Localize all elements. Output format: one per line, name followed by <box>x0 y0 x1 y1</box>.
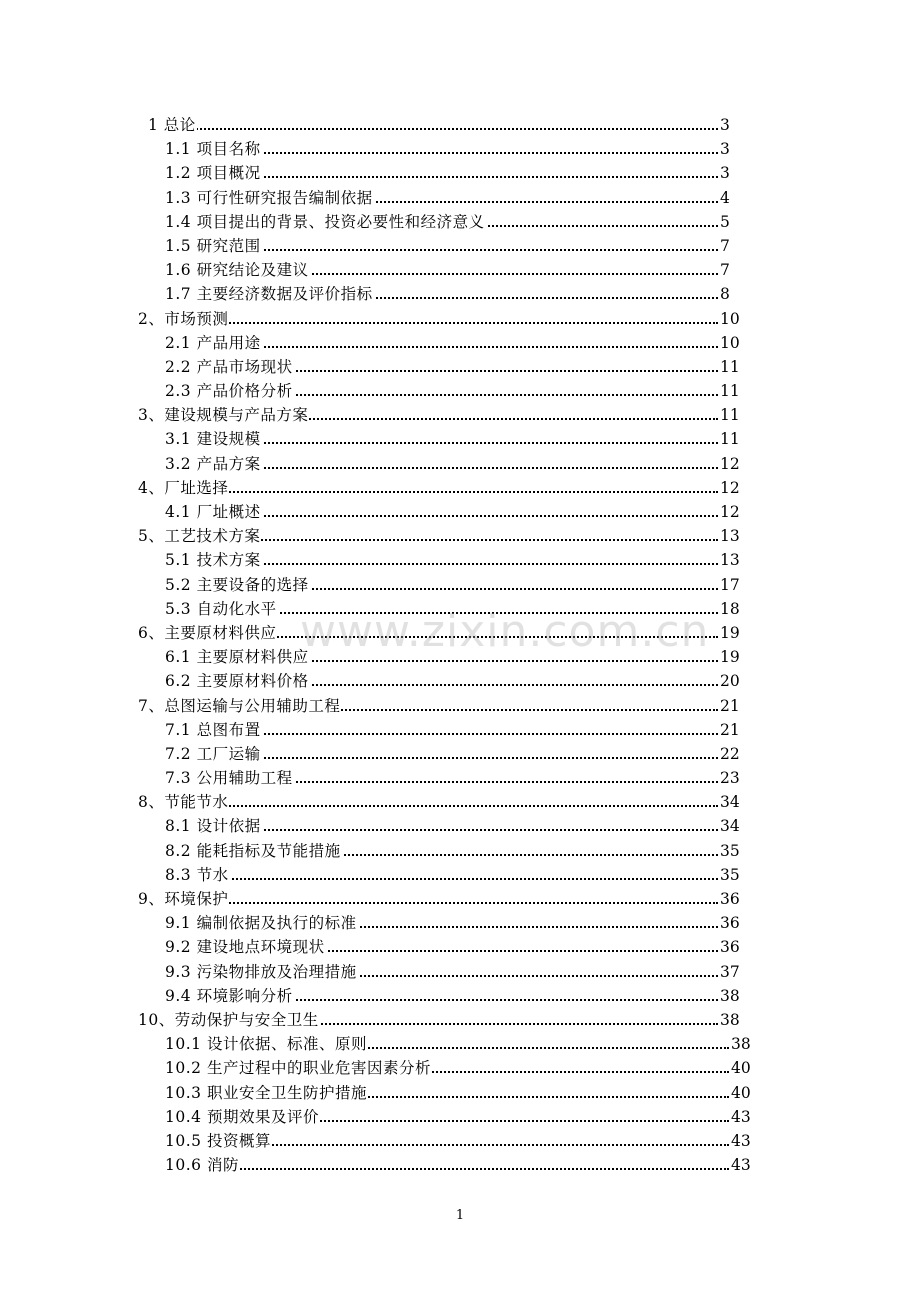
toc-entry-page: 35 <box>719 863 740 887</box>
toc-entry[interactable] <box>0 282 920 306</box>
toc-entry-title: 8.1 设计依据 <box>165 814 262 838</box>
toc-entry-title: 9.3 污染物排放及治理措施 <box>165 960 358 984</box>
toc-entry-page: 3 <box>719 137 730 161</box>
toc-entry-page: 20 <box>719 669 740 693</box>
toc-entry[interactable] <box>0 573 920 597</box>
toc-entry-page: 3 <box>719 113 730 137</box>
toc-entry-page: 12 <box>719 500 740 524</box>
toc-entry-page: 36 <box>719 935 740 959</box>
toc-entry-title: 1.3 可行性研究报告编制依据 <box>165 186 374 210</box>
toc-entry-title: 1 总论 <box>148 113 197 137</box>
toc-entry[interactable] <box>0 814 920 838</box>
toc-entry[interactable] <box>0 645 920 669</box>
toc-entry[interactable] <box>0 355 920 379</box>
toc-entry-title: 10.3 职业安全卫生防护措施 <box>165 1081 368 1105</box>
toc-entry-title: 6.1 主要原材料供应 <box>165 645 310 669</box>
toc-entry[interactable] <box>0 935 920 959</box>
toc-entry-title: 6.2 主要原材料价格 <box>165 669 310 693</box>
toc-entry-title: 8.3 节水 <box>165 863 230 887</box>
toc-entry[interactable] <box>0 210 920 234</box>
toc-entry-page: 34 <box>719 790 740 814</box>
toc-entry-title: 10、劳动保护与安全卫生 <box>138 1008 320 1032</box>
toc-entry[interactable] <box>0 790 920 814</box>
page-number: 1 <box>455 1208 465 1223</box>
toc-entry-page: 22 <box>719 742 740 766</box>
toc-entry-title: 7.1 总图布置 <box>165 718 262 742</box>
toc-entry[interactable] <box>0 1153 920 1177</box>
toc-entry-page: 8 <box>719 282 730 306</box>
toc-entry-page: 19 <box>719 645 740 669</box>
toc-entry-title: 9.2 建设地点环境现状 <box>165 935 326 959</box>
toc-entry-page: 38 <box>730 1032 751 1056</box>
toc-entry-title: 2.3 产品价格分析 <box>165 379 294 403</box>
toc-entry-title: 7.3 公用辅助工程 <box>165 766 294 790</box>
toc-entry-title: 1.2 项目概况 <box>165 161 262 185</box>
toc-entry-page: 5 <box>719 210 730 234</box>
toc-entry[interactable] <box>0 137 920 161</box>
toc-entry-page: 7 <box>719 258 730 282</box>
toc-entry[interactable] <box>0 1032 920 1056</box>
toc-entry-title: 5.1 技术方案 <box>165 548 262 572</box>
toc-entry-page: 3 <box>719 161 730 185</box>
toc-entry-page: 21 <box>719 694 740 718</box>
toc-entry[interactable] <box>0 621 920 645</box>
toc-entry-title: 7、总图运输与公用辅助工程 <box>138 694 341 718</box>
toc-entry-page: 10 <box>719 331 740 355</box>
toc-entry[interactable] <box>0 452 920 476</box>
toc-entry-title: 1.4 项目提出的背景、投资必要性和经济意义 <box>165 210 486 234</box>
toc-leader-dots <box>148 128 718 130</box>
toc-entry-page: 35 <box>719 839 740 863</box>
toc-entry[interactable] <box>0 742 920 766</box>
toc-entry[interactable] <box>0 427 920 451</box>
toc-entry[interactable] <box>0 984 920 1008</box>
toc-entry-page: 13 <box>719 548 740 572</box>
toc-entry-title: 10.6 消防 <box>165 1153 240 1177</box>
toc-entry-page: 40 <box>730 1056 751 1080</box>
toc-entry[interactable] <box>0 669 920 693</box>
toc-entry[interactable] <box>0 1056 920 1080</box>
toc-entry-title: 8.2 能耗指标及节能措施 <box>165 839 342 863</box>
toc-entry-page: 13 <box>719 524 740 548</box>
toc-entry-title: 10.2 生产过程中的职业危害因素分析 <box>165 1056 432 1080</box>
toc-entry[interactable] <box>0 597 920 621</box>
toc-entry-title: 4、厂址选择 <box>138 476 229 500</box>
toc-entry-title: 1.7 主要经济数据及评价指标 <box>165 282 374 306</box>
toc-entry[interactable] <box>0 718 920 742</box>
toc-entry[interactable] <box>0 379 920 403</box>
toc-entry-title: 9、环境保护 <box>138 887 229 911</box>
toc-entry-page: 38 <box>719 984 740 1008</box>
toc-leader-dots <box>165 1168 729 1170</box>
toc-entry-page: 11 <box>719 355 740 379</box>
toc-entry-page: 37 <box>719 960 740 984</box>
toc-entry-title: 1.1 项目名称 <box>165 137 262 161</box>
toc-entry-page: 11 <box>719 403 740 427</box>
toc-entry-page: 17 <box>719 573 740 597</box>
toc-entry[interactable] <box>0 307 920 331</box>
toc-entry[interactable] <box>0 960 920 984</box>
toc-entry[interactable] <box>0 1008 920 1032</box>
toc-entry[interactable] <box>0 161 920 185</box>
toc-entry-title: 5.2 主要设备的选择 <box>165 573 310 597</box>
toc-entry-page: 19 <box>719 621 740 645</box>
toc-entry-title: 2.1 产品用途 <box>165 331 262 355</box>
toc-entry-page: 4 <box>719 186 730 210</box>
toc-entry-title: 3.1 建设规模 <box>165 427 262 451</box>
toc-entry-page: 43 <box>730 1105 751 1129</box>
toc-entry-page: 21 <box>719 718 740 742</box>
toc-entry-title: 10.1 设计依据、标准、原则 <box>165 1032 368 1056</box>
toc-entry-page: 18 <box>719 597 740 621</box>
toc-entry[interactable] <box>0 403 920 427</box>
table-of-contents <box>0 113 920 1177</box>
toc-entry-title: 10.5 投资概算 <box>165 1129 272 1153</box>
toc-entry-title: 4.1 厂址概述 <box>165 500 262 524</box>
toc-entry-title: 3、建设规模与产品方案 <box>138 403 309 427</box>
toc-entry-page: 23 <box>719 766 740 790</box>
toc-entry-title: 5、工艺技术方案 <box>138 524 261 548</box>
toc-entry-title: 5.3 自动化水平 <box>165 597 278 621</box>
toc-entry[interactable] <box>0 694 920 718</box>
toc-entry-title: 9.1 编制依据及执行的标准 <box>165 911 358 935</box>
watermark: www.zixin.com.cn <box>300 606 710 657</box>
toc-entry-page: 7 <box>719 234 730 258</box>
toc-entry-page: 11 <box>719 427 740 451</box>
toc-entry[interactable] <box>0 524 920 548</box>
toc-entry[interactable] <box>0 234 920 258</box>
toc-entry[interactable] <box>0 476 920 500</box>
toc-entry-page: 36 <box>719 887 740 911</box>
toc-entry[interactable] <box>0 1105 920 1129</box>
toc-entry-page: 43 <box>730 1129 751 1153</box>
toc-entry-page: 34 <box>719 814 740 838</box>
toc-entry-title: 9.4 环境影响分析 <box>165 984 294 1008</box>
toc-entry[interactable] <box>0 258 920 282</box>
toc-entry[interactable] <box>0 186 920 210</box>
toc-entry[interactable] <box>0 839 920 863</box>
toc-entry-title: 2、市场预测 <box>138 307 229 331</box>
toc-leader-dots <box>165 878 718 880</box>
toc-entry-title: 1.5 研究范围 <box>165 234 262 258</box>
toc-entry-title: 10.4 预期效果及评价 <box>165 1105 320 1129</box>
toc-entry-page: 12 <box>719 476 740 500</box>
toc-entry-title: 6、主要原材料供应 <box>138 621 277 645</box>
toc-entry-title: 7.2 工厂运输 <box>165 742 262 766</box>
toc-entry-page: 40 <box>730 1081 751 1105</box>
toc-entry-page: 38 <box>719 1008 740 1032</box>
toc-entry[interactable] <box>0 863 920 887</box>
toc-entry-page: 43 <box>730 1153 751 1177</box>
toc-entry[interactable] <box>0 1129 920 1153</box>
toc-entry-title: 1.6 研究结论及建议 <box>165 258 310 282</box>
toc-entry[interactable] <box>0 331 920 355</box>
toc-entry[interactable] <box>0 766 920 790</box>
toc-entry-page: 11 <box>719 379 740 403</box>
toc-entry[interactable] <box>0 1081 920 1105</box>
toc-entry[interactable] <box>0 113 920 137</box>
toc-entry-title: 8、节能节水 <box>138 790 229 814</box>
toc-entry-title: 3.2 产品方案 <box>165 452 262 476</box>
toc-entry[interactable] <box>0 911 920 935</box>
toc-entry-page: 10 <box>719 307 740 331</box>
toc-entry-page: 12 <box>719 452 740 476</box>
toc-entry-title: 2.2 产品市场现状 <box>165 355 294 379</box>
toc-entry[interactable] <box>0 887 920 911</box>
toc-entry[interactable] <box>0 500 920 524</box>
toc-entry-page: 36 <box>719 911 740 935</box>
toc-entry[interactable] <box>0 548 920 572</box>
